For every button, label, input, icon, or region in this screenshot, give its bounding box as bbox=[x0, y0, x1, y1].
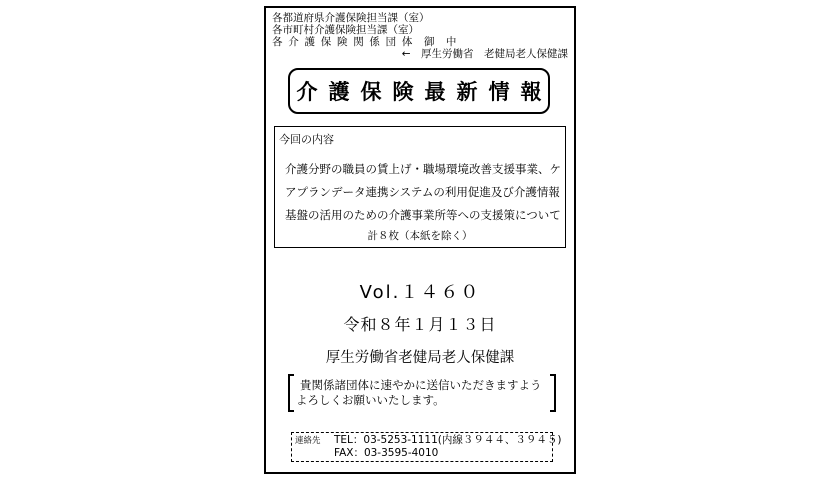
request-line-1: 貴関係諸団体に速やかに送信いただきますよう bbox=[300, 378, 542, 392]
recipient-municipalities: 各市町村介護保険担当課（室） bbox=[272, 24, 419, 36]
recipient-honorific: 御 中 bbox=[424, 36, 461, 48]
contact-label: 連絡先 bbox=[295, 436, 321, 446]
contact-tel: TEL：03-5253-1111(内線３９４４、３９４５) bbox=[334, 434, 562, 446]
right-bracket bbox=[550, 374, 556, 412]
title-frame bbox=[288, 68, 553, 114]
contact-fax: FAX：03-3595-4010 bbox=[334, 447, 439, 459]
contents-label: 今回の内容 bbox=[279, 133, 334, 146]
sender-line: ← 厚生労働省 老健局老人保健課 bbox=[401, 48, 568, 60]
contents-text bbox=[285, 158, 565, 227]
recipient-prefectures: 各都道府県介護保険担当課（室） bbox=[272, 12, 430, 24]
contents-line-1: 介護分野の職員の賃上げ・職場環境改善支援事業、ケ bbox=[285, 162, 561, 176]
volume-number: Vol.１４６０ bbox=[359, 282, 481, 303]
contents-line-2: アプランデータ連携システムの利用促進及び介護情報 bbox=[285, 185, 560, 199]
contents-box bbox=[274, 126, 566, 248]
document-title: 介護保険最新情報 bbox=[296, 80, 553, 104]
request-line-2: よろしくお願いいたします。 bbox=[296, 393, 445, 407]
page-count: 計８枚（本紙を除く） bbox=[367, 230, 473, 242]
issue-date: 令和８年１月１３日 bbox=[343, 315, 497, 334]
request-box bbox=[288, 374, 556, 414]
contents-line-3: 基盤の活用のための介護事業所等への支援策について bbox=[285, 208, 561, 222]
contact-box bbox=[291, 432, 562, 462]
document-page bbox=[264, 6, 576, 474]
left-bracket bbox=[288, 374, 294, 412]
issuing-department: 厚生労働省老健局老人保健課 bbox=[325, 350, 515, 366]
recipient-organizations: 各 介 護 保 険 関 係 団 体 bbox=[272, 36, 414, 48]
